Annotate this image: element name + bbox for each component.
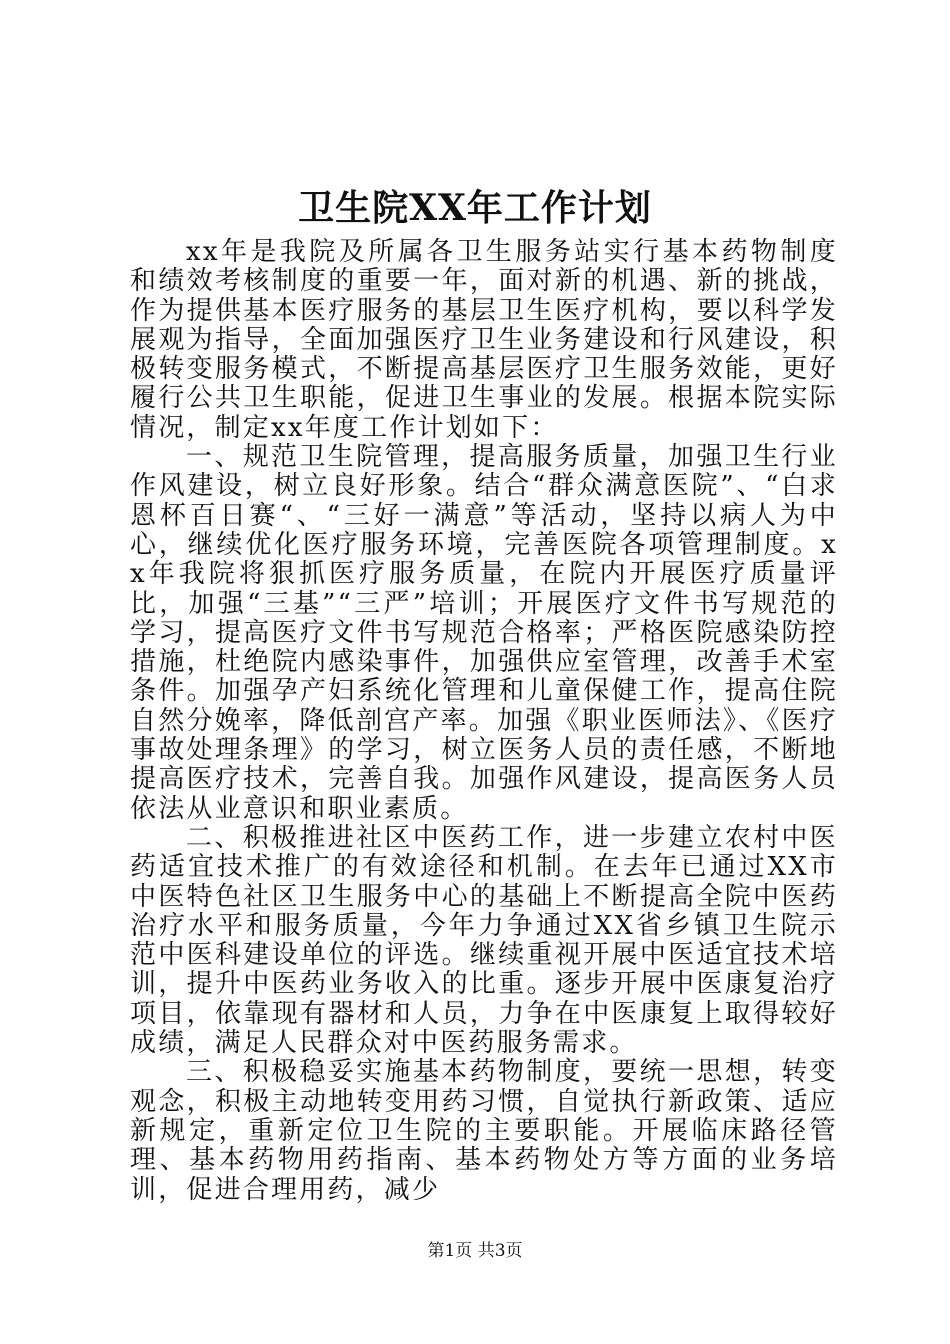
document-body (130, 238, 838, 1205)
paragraph-section-1: 一、规范卫生院管理，提高服务质量，加强卫生行业作风建设，树立良好形象。结合“群众满意医院”、“白求恩杯百日赛“、“三好一满意”等活动，坚持以病人为中心，继续优化医疗服务环境，完善医院各项管理制度。xx年我院将狠抓医疗服务质量，在院内开展医疗质量评比，加强“三基”“三严”培训；开展医疗文件书写规范的学习，提高医疗文件书写规范合格率；严格医院感染防控措施，杜绝院内感染事件，加强供应室管理，改善手术室条件。加强孕产妇系统化管理和儿童保健工作，提高住院自然分娩率，降低剖宫产率。加强《职业医师法》、《医疗事故处理条理》的学习，树立医务人员的责任感，不断地提高医疗技术，完善自我。加强作风建设，提高医务人员依法从业意识和职业素质。 (130, 442, 838, 824)
page-number-footer: 第1页 共3页 (427, 1241, 523, 1261)
paragraph-section-3: 三、积极稳妥实施基本药物制度，要统一思想，转变观念，积极主动地转变用药习惯，自觉执行新政策、适应新规定，重新定位卫生院的主要职能。开展临床路径管理、基本药物用药指南、基本药物处方等方面的业务培训，促进合理用药，减少 (130, 1057, 838, 1205)
paragraph-intro: xx年是我院及所属各卫生服务站实行基本药物制度和绩效考核制度的重要一年，面对新的机遇、新的挑战，作为提供基本医疗服务的基层卫生医疗机构，要以科学发展观为指导，全面加强医疗卫生业务建设和行风建设，积极转变服务模式，不断提高基层医疗卫生服务效能，更好履行公共卫生职能，促进卫生事业的发展。根据本院实际情况，制定xx年度工作计划如下： (130, 237, 838, 443)
paragraph-section-2: 二、积极推进社区中医药工作，进一步建立农村中医药适宜技术推广的有效途径和机制。在去年已通过XX市中医特色社区卫生服务中心的基础上不断提高全院中医药治疗水平和服务质量，今年力争通过XX省乡镇卫生院示范中医科建设单位的评选。继续重视开展中医适宜技术培训，提升中医药业务收入的比重。逐步开展中医康复治疗项目，依靠现有器材和人员，力争在中医康复上取得较好成绩，满足人民群众对中医药服务需求。 (130, 822, 838, 1059)
document-title: 卫生院XX年工作计划 (298, 187, 652, 229)
